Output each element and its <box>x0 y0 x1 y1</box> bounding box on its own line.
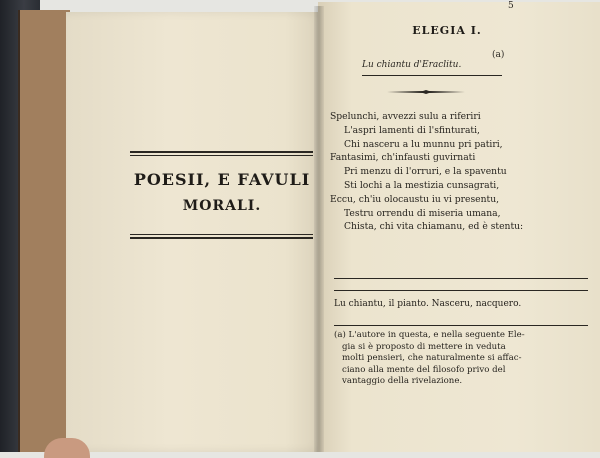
footnote-line: gia si è proposto di mettere in veduta <box>342 341 506 352</box>
title-rule-bottom-thick <box>130 237 313 239</box>
footnote-text <box>334 330 594 388</box>
footnote-gloss: Lu chiantu, il pianto. Nasceru, nacquero. <box>334 299 522 309</box>
elegy-header: ELEGIA I. <box>412 24 482 37</box>
poem-line: Pri menzu di l'orruri, e la spaventu <box>344 166 507 178</box>
inside-cover <box>18 10 70 452</box>
footnote-line: (a) L'autore in questa, e nella seguente Ele- <box>334 330 525 340</box>
left-page <box>66 12 324 452</box>
book-title-line2: MORALI. <box>182 198 262 214</box>
title-rule-bottom-thin <box>130 234 313 235</box>
poem-line: L'aspri lamenti di l'sfinturati, <box>344 124 480 136</box>
poem-line: Eccu, ch'iu olocaustu iu vi presentu, <box>330 193 500 205</box>
ornament-divider <box>387 90 465 94</box>
title-rule-top-thin <box>130 155 313 156</box>
poem-line: Chi nasceru a lu munnu pri patiri, <box>344 138 503 150</box>
elegy-subtitle: Lu chiantu d'Eraclitu. <box>362 60 462 70</box>
footnote-rule-3 <box>334 325 588 326</box>
footnote-line: ciano alla mente del filosofo privo del <box>342 364 506 375</box>
book-title-line1: POESII, E FAVULI <box>133 170 311 189</box>
thumb <box>44 438 90 458</box>
footnote-line: vantaggio della rivelazione. <box>342 376 463 387</box>
book-gutter <box>314 6 324 452</box>
poem-line: Chista, chi vita chiamanu, ed è stentu: <box>344 221 524 233</box>
footnote-rule-2 <box>334 290 588 291</box>
poem-line: Fantasimi, ch'infausti guvirnati <box>330 152 476 164</box>
footnote-rule-1 <box>334 278 588 279</box>
poem-line: Spelunchi, avvezzi sulu a riferiri <box>330 111 481 122</box>
poem-text <box>330 110 590 234</box>
subtitle-rule <box>362 75 502 76</box>
page-number: 5 <box>508 1 514 11</box>
poem-line: Sti lochi a la mestizia cunsagrati, <box>344 179 500 191</box>
title-rule-top-thick <box>130 151 313 153</box>
poem-line: Testru orrendu di miseria umana, <box>344 207 501 219</box>
note-marker: (a) <box>492 50 505 60</box>
footnote-line: molti pensieri, che naturalmente si affac- <box>342 353 522 364</box>
